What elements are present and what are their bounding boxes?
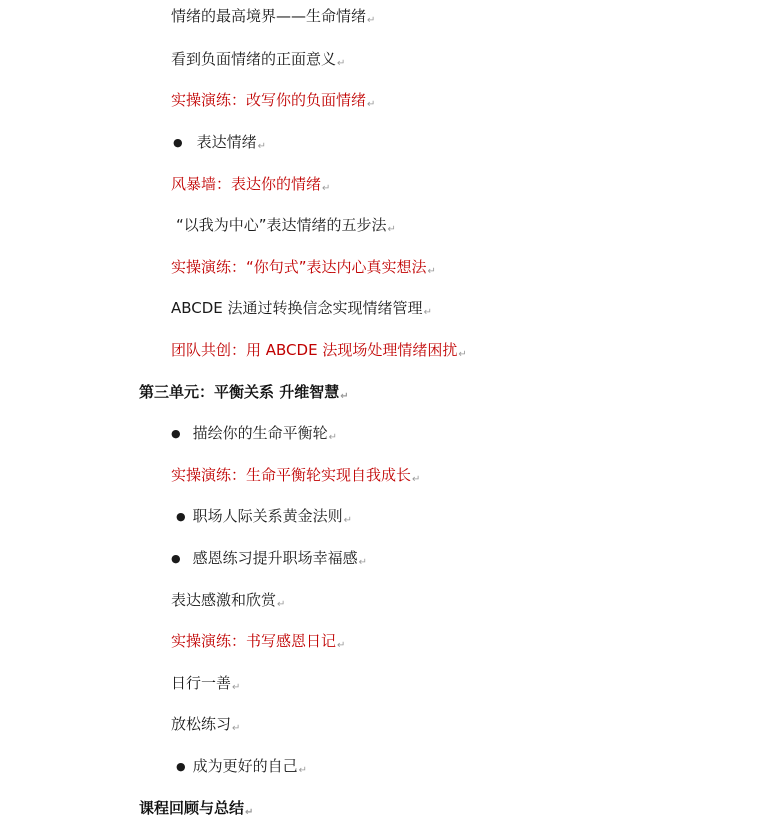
line-text: 成为更好的自己 (192, 757, 298, 775)
paragraph-mark-icon: ↵ (423, 307, 432, 318)
paragraph-mark-icon: ↵ (232, 682, 241, 693)
paragraph-mark-icon: ↵ (337, 58, 346, 69)
bullet-item (171, 423, 337, 443)
paragraph-mark-icon: ↵ (412, 474, 421, 485)
paragraph-mark-icon: ↵ (328, 432, 338, 443)
body-line (171, 714, 240, 734)
paragraph-mark-icon: ↵ (387, 224, 396, 235)
bullet-item (176, 756, 307, 776)
paragraph-mark-icon: ↵ (298, 765, 308, 776)
paragraph-mark-icon: ↵ (358, 557, 368, 568)
line-text: 实操演练：生命平衡轮实现自我成长 (171, 466, 412, 484)
paragraph-mark-icon: ↵ (337, 640, 346, 651)
paragraph-mark-icon: ↵ (367, 99, 376, 110)
bullet-item (171, 548, 367, 568)
paragraph-mark-icon: ↵ (343, 515, 353, 526)
heading-text: 课程回顾与总结 (139, 799, 245, 817)
line-text: 情绪的最高境界——生命情绪 (171, 7, 367, 25)
line-text: 感恩练习提升职场幸福感 (192, 549, 358, 567)
bullet-icon: ● (171, 427, 181, 440)
bullet-item (176, 506, 352, 526)
line-text: 实操演练：“你句式”表达内心真实想法 (171, 258, 427, 276)
paragraph-mark-icon: ↵ (277, 599, 286, 610)
line-text: 实操演练：书写感恩日记 (171, 632, 337, 650)
line-text: 职场人际关系黄金法则 (192, 507, 343, 525)
exercise-line (171, 174, 330, 194)
line-text: 实操演练：改写你的负面情绪 (171, 91, 367, 109)
bullet-icon: ● (176, 760, 186, 773)
exercise-line (171, 257, 436, 277)
line-text: 描绘你的生命平衡轮 (192, 424, 328, 442)
bullet-icon: ● (176, 510, 186, 523)
bullet-item (173, 132, 266, 152)
line-text: 表达情绪 (196, 133, 257, 151)
body-line (171, 6, 375, 26)
line-text: 看到负面情绪的正面意义 (171, 50, 337, 68)
line-text: 放松练习 (171, 715, 232, 733)
body-line (171, 49, 345, 69)
exercise-line (171, 631, 345, 651)
bullet-icon: ● (173, 136, 183, 149)
line-text: 日行一善 (171, 674, 232, 692)
body-line (171, 590, 285, 610)
body-line (176, 215, 396, 235)
line-text: 团队共创：用 ABCDE 法现场处理情绪困扰 (171, 341, 458, 359)
paragraph-mark-icon: ↵ (458, 349, 467, 360)
line-text: 表达感激和欣赏 (171, 591, 277, 609)
section-heading (139, 798, 253, 818)
paragraph-mark-icon: ↵ (257, 141, 267, 152)
body-line (171, 298, 432, 318)
exercise-line (171, 90, 375, 110)
paragraph-mark-icon: ↵ (232, 723, 241, 734)
paragraph-mark-icon: ↵ (245, 807, 254, 818)
exercise-line (171, 465, 420, 485)
paragraph-mark-icon: ↵ (427, 266, 436, 277)
paragraph-mark-icon: ↵ (340, 391, 349, 402)
paragraph-mark-icon: ↵ (367, 15, 376, 26)
exercise-line (171, 340, 467, 360)
heading-text: 第三单元：平衡关系 升维智慧 (139, 383, 340, 401)
line-text: “以我为中心”表达情绪的五步法 (176, 216, 387, 234)
line-text: 风暴墙：表达你的情绪 (171, 175, 322, 193)
paragraph-mark-icon: ↵ (322, 183, 331, 194)
bullet-icon: ● (171, 552, 181, 565)
body-line (171, 673, 240, 693)
section-heading (139, 382, 349, 402)
line-text: ABCDE 法通过转换信念实现情绪管理 (171, 299, 423, 317)
